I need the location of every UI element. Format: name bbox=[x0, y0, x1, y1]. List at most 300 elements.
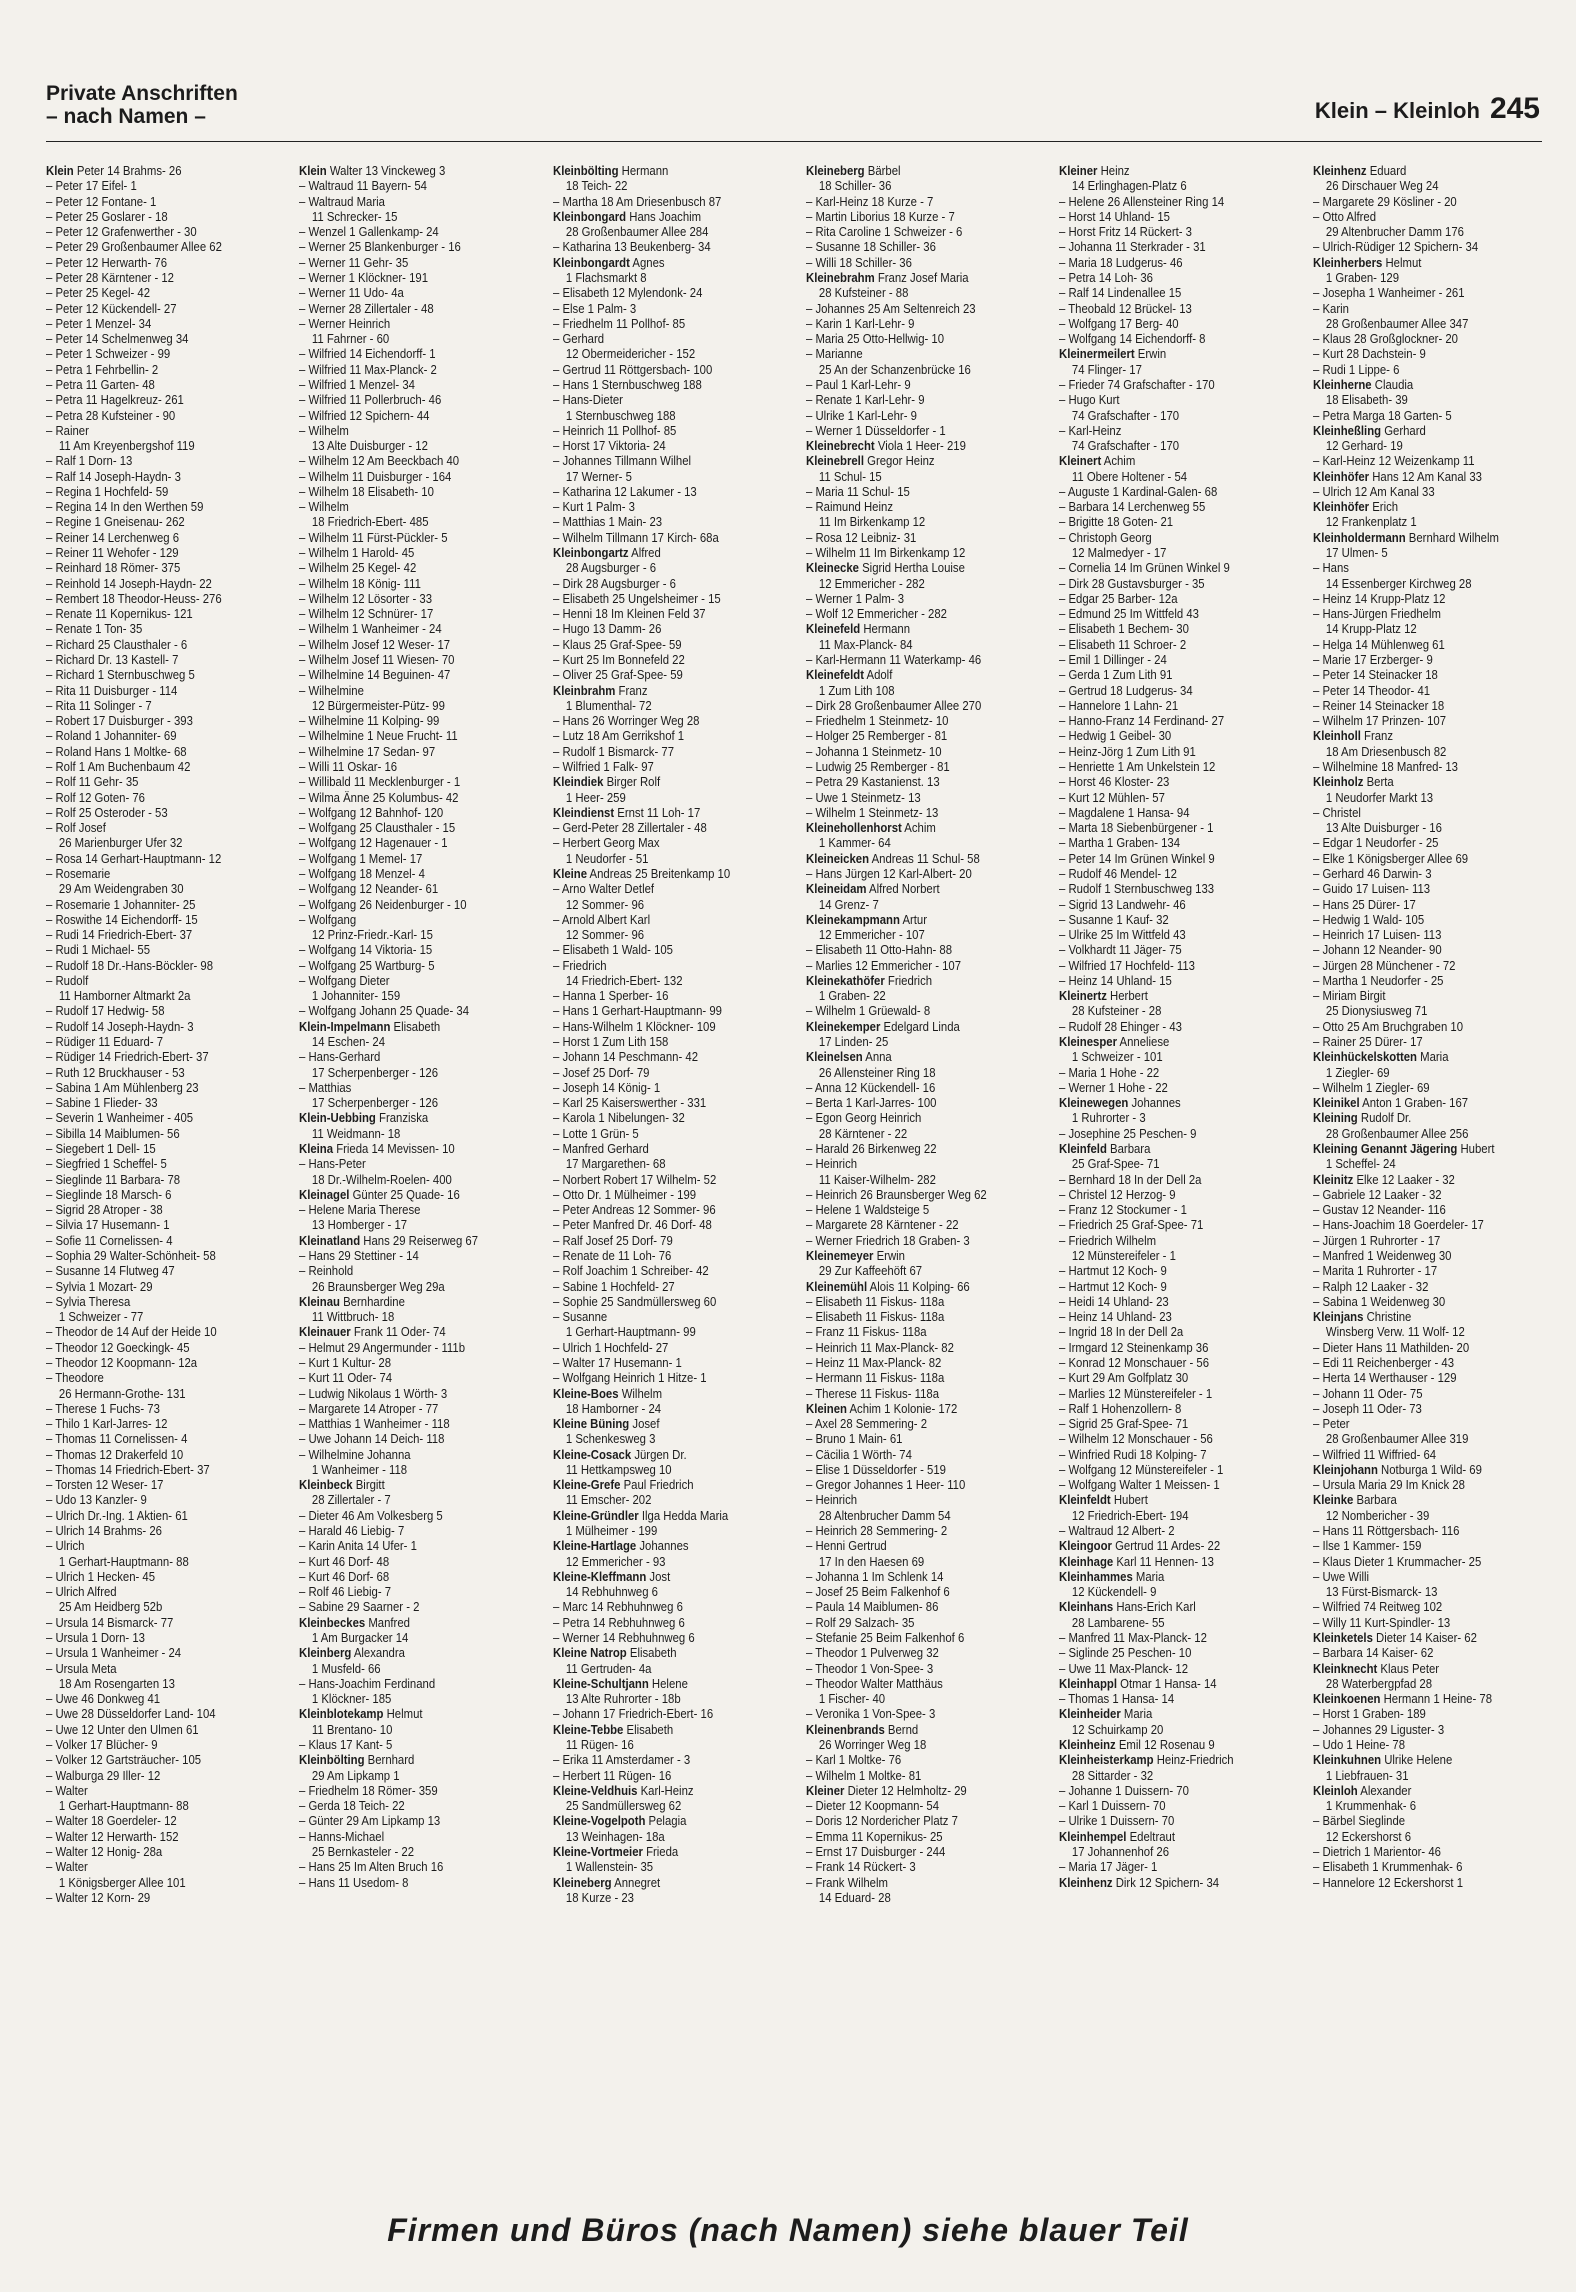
listing-entry bbox=[806, 1065, 1003, 1080]
listing-entry bbox=[299, 331, 496, 346]
listing-entry bbox=[553, 331, 750, 346]
listing-entry bbox=[806, 606, 1003, 621]
listing-entry bbox=[299, 1676, 496, 1691]
listing-entry bbox=[553, 942, 750, 957]
listing-entry bbox=[1059, 790, 1256, 805]
listing-entry bbox=[1313, 1599, 1510, 1614]
entry-text: – Reiner 14 Lerchenweg 6 bbox=[46, 529, 180, 545]
listing-entry bbox=[553, 392, 750, 407]
listing-entry bbox=[46, 423, 243, 438]
listing-entry bbox=[1059, 728, 1256, 743]
entry-text: 26 Allensteiner Ring 18 bbox=[818, 1064, 936, 1080]
name-range: Klein – Kleinloh bbox=[1314, 98, 1480, 123]
entry-text: Klaus Peter bbox=[1376, 1660, 1439, 1676]
listing-entry bbox=[1313, 194, 1510, 209]
listing-entry bbox=[1059, 851, 1256, 866]
surname: Kleinhempel bbox=[1059, 1828, 1127, 1844]
entry-text: – Karl-Hermann 11 Waterkamp- 46 bbox=[805, 652, 982, 667]
entry-text: 12 Sommer- 96 bbox=[565, 927, 644, 943]
surname: Kleinheinz bbox=[1059, 1736, 1117, 1752]
entry-text: 17 Ulmen- 5 bbox=[1325, 545, 1388, 561]
listing-entry bbox=[1059, 316, 1256, 331]
entry-text: – Petra 28 Kufsteiner - 90 bbox=[46, 407, 176, 423]
listing-entry bbox=[806, 499, 1003, 514]
entry-text: Winsberg Verw. 11 Wolf- 12 bbox=[1325, 1324, 1465, 1340]
listing-entry bbox=[299, 988, 496, 1003]
entry-text: – Bärbel Sieglinde bbox=[1312, 1813, 1405, 1829]
entry-text: – Roland Hans 1 Moltke- 68 bbox=[46, 743, 187, 759]
listing-entry bbox=[1313, 255, 1510, 270]
listing-entry bbox=[1313, 499, 1510, 514]
entry-text: – Hans-Gerhard bbox=[299, 1049, 381, 1065]
entry-text: 12 Sommer- 96 bbox=[565, 896, 644, 912]
entry-text: 18 Friedrich-Ebert- 485 bbox=[312, 514, 429, 530]
listing-entry bbox=[806, 790, 1003, 805]
entry-text: – Torsten 12 Weser- 17 bbox=[46, 1477, 164, 1493]
listing-entry bbox=[806, 209, 1003, 224]
listing-entry bbox=[553, 1034, 750, 1049]
listing-entry bbox=[299, 224, 496, 239]
listing-entry bbox=[299, 285, 496, 300]
surname: Kleinloh bbox=[1312, 1782, 1358, 1798]
listing-entry bbox=[299, 316, 496, 331]
listing-entry bbox=[46, 1202, 243, 1217]
entry-text: – Wilhelm 1 Moltke- 81 bbox=[805, 1767, 922, 1783]
entry-text: – Ursula Maria 29 Im Knick 28 bbox=[1312, 1477, 1465, 1493]
entry-text: – Rolf 25 Osteroder - 53 bbox=[46, 804, 168, 820]
listing-entry bbox=[806, 866, 1003, 881]
listing-entry bbox=[553, 1584, 750, 1599]
entry-text: – Frieder 74 Grafschafter - 170 bbox=[1059, 376, 1216, 392]
listing-entry bbox=[1059, 1630, 1256, 1645]
listing-entry bbox=[46, 362, 243, 377]
listing-entry bbox=[46, 790, 243, 805]
surname: Kleina bbox=[299, 1141, 334, 1156]
entry-text: 13 Homberger - 17 bbox=[312, 1217, 408, 1233]
listing-entry bbox=[299, 958, 496, 973]
listing-entry bbox=[46, 1691, 243, 1706]
entry-text: – Therese 1 Fuchs- 73 bbox=[46, 1400, 160, 1416]
listing-entry bbox=[46, 1049, 243, 1064]
entry-text: – Renate 1 Ton- 35 bbox=[46, 621, 143, 637]
listing-entry bbox=[1313, 1798, 1510, 1813]
entry-text: – Dieter 12 Koopmann- 54 bbox=[805, 1798, 940, 1814]
entry-text: – Peter 25 Goslarer - 18 bbox=[46, 208, 168, 224]
listing-entry bbox=[1059, 346, 1256, 361]
listing-entry bbox=[1059, 484, 1256, 499]
listing-entry bbox=[1059, 1554, 1256, 1569]
listing-entry bbox=[46, 178, 243, 193]
listing-entry bbox=[299, 392, 496, 407]
listing-entry bbox=[1313, 942, 1510, 957]
entry-text: 14 Essenberger Kirchweg 28 bbox=[1325, 575, 1472, 591]
listing-entry bbox=[553, 713, 750, 728]
entry-text: – Gerhard 46 Darwin- 3 bbox=[1312, 865, 1432, 881]
entry-text: 1 Fischer- 40 bbox=[818, 1691, 886, 1707]
entry-text: 1 Ruhrorter - 3 bbox=[1072, 1110, 1146, 1126]
listing-entry bbox=[1059, 1049, 1256, 1064]
entry-text: – Kurt 1 Palm- 3 bbox=[552, 499, 635, 515]
listing-entry bbox=[46, 1630, 243, 1645]
surname: Kleinitz bbox=[1312, 1171, 1353, 1187]
entry-text: – Hans 26 Worringer Weg 28 bbox=[552, 713, 700, 729]
entry-text: 1 Schenkesweg 3 bbox=[565, 1431, 656, 1447]
entry-text: – Helmut 29 Angermunder - 111b bbox=[299, 1339, 466, 1355]
listing-entry bbox=[1059, 1141, 1256, 1156]
entry-text: – Horst Fritz 14 Rückert- 3 bbox=[1059, 224, 1193, 240]
listing-entry bbox=[806, 851, 1003, 866]
entry-text: – Barbara 14 Lerchenweg 55 bbox=[1059, 499, 1206, 515]
listing-entry bbox=[46, 683, 243, 698]
listing-entry bbox=[1313, 1110, 1510, 1125]
entry-text: 1 Gerhart-Hauptmann- 88 bbox=[58, 1553, 189, 1569]
listing-entry bbox=[806, 652, 1003, 667]
entry-text: – Ilse 1 Kammer- 159 bbox=[1312, 1538, 1422, 1554]
surname: Kleinebrell bbox=[805, 453, 864, 469]
entry-text: – Rolf 1 Am Buchenbaum 42 bbox=[46, 758, 191, 774]
listing-entry bbox=[553, 255, 750, 270]
listing-entry bbox=[806, 1370, 1003, 1385]
entry-text: – Hanns-Michael bbox=[299, 1828, 385, 1844]
entry-text: Franz Josef Maria bbox=[874, 269, 969, 285]
listing-column bbox=[1059, 163, 1256, 2198]
entry-text: – Werner Heinrich bbox=[299, 315, 391, 331]
entry-text: – Hugo Kurt bbox=[1059, 392, 1120, 408]
entry-text: – Manfred Gerhard bbox=[552, 1141, 649, 1156]
listing-entry bbox=[1059, 1798, 1256, 1813]
listing-entry bbox=[299, 377, 496, 392]
listing-entry bbox=[806, 1233, 1003, 1248]
listing-entry bbox=[46, 1401, 243, 1416]
entry-text: – Manfred 11 Max-Planck- 12 bbox=[1059, 1630, 1208, 1645]
listing-entry bbox=[46, 1798, 243, 1813]
entry-text: Frieda bbox=[642, 1843, 678, 1859]
entry-text: 28 Großenbaumer Allee 284 bbox=[565, 224, 709, 240]
entry-text: – Wilhelm 1 Steinmetz- 13 bbox=[805, 804, 939, 820]
entry-text: – Johanna 1 Im Schlenk 14 bbox=[805, 1568, 944, 1584]
listing-entry bbox=[553, 912, 750, 927]
entry-text: 74 Grafschafter - 170 bbox=[1072, 407, 1180, 423]
entry-text: – Marita 1 Ruhrorter - 17 bbox=[1312, 1263, 1437, 1279]
entry-text: – Friedrich 25 Graf-Spee- 71 bbox=[1059, 1217, 1204, 1233]
listing-entry bbox=[553, 1890, 750, 1905]
entry-text: – Gerd-Peter 28 Zillertaler - 48 bbox=[552, 820, 707, 836]
entry-text: – Wilhelm 12 Monschauer - 56 bbox=[1059, 1431, 1214, 1447]
listing-entry bbox=[553, 209, 750, 224]
entry-text: – Gertrud 18 Ludgerus- 34 bbox=[1059, 682, 1193, 698]
entry-text: 18 Schiller- 36 bbox=[818, 178, 892, 194]
entry-text: Günter 25 Quade- 16 bbox=[349, 1186, 461, 1202]
listing-entry bbox=[1313, 667, 1510, 682]
listing-entry bbox=[46, 942, 243, 957]
listing-entry bbox=[46, 851, 243, 866]
listing-entry bbox=[299, 1187, 496, 1202]
surname: Kleinen bbox=[805, 1400, 847, 1416]
entry-text: – Uwe 11 Max-Planck- 12 bbox=[1059, 1660, 1189, 1676]
entry-text: 12 Emmericher - 93 bbox=[565, 1553, 666, 1569]
listing-entry bbox=[1313, 805, 1510, 820]
entry-text: – Klaus 17 Kant- 5 bbox=[299, 1736, 393, 1752]
listing-entry bbox=[1059, 1034, 1256, 1049]
entry-text: – Heinz 14 Uhland- 15 bbox=[1059, 972, 1173, 988]
entry-text: – Rolf Josef bbox=[46, 820, 106, 836]
listing-entry bbox=[806, 1003, 1003, 1018]
listing-entry bbox=[806, 1401, 1003, 1416]
listing-entry bbox=[806, 1599, 1003, 1614]
entry-text: Annegret bbox=[611, 1874, 660, 1890]
entry-text: 17 In den Haesen 69 bbox=[818, 1553, 925, 1569]
listing-entry bbox=[1313, 1049, 1510, 1064]
listing-entry bbox=[1313, 1462, 1510, 1477]
listing-entry bbox=[46, 285, 243, 300]
entry-text: – Ulrike 1 Duissern- 70 bbox=[1059, 1813, 1175, 1829]
listing-entry bbox=[553, 881, 750, 896]
listing-entry bbox=[806, 683, 1003, 698]
listing-entry bbox=[806, 973, 1003, 988]
entry-text: 11 Gertruden- 4a bbox=[565, 1660, 652, 1676]
listing-entry bbox=[1313, 1859, 1510, 1874]
entry-text: Otmar 1 Hansa- 14 bbox=[1117, 1675, 1217, 1691]
entry-text: – Elisabeth 1 Bechem- 30 bbox=[1059, 621, 1190, 637]
listing-entry bbox=[806, 1630, 1003, 1645]
listing-entry bbox=[806, 1126, 1003, 1141]
listing-entry bbox=[299, 1706, 496, 1721]
listing-entry bbox=[46, 1752, 243, 1767]
entry-text: 1 Johanniter- 159 bbox=[312, 988, 401, 1004]
entry-text: – Robert 17 Duisburger - 393 bbox=[46, 713, 193, 729]
listing-entry bbox=[806, 1492, 1003, 1507]
surname: Kleinefeldt bbox=[805, 667, 864, 683]
entry-text: – Peter 14 Theodor- 41 bbox=[1312, 682, 1430, 698]
entry-text: Achim bbox=[1101, 453, 1136, 469]
listing-entry bbox=[299, 1783, 496, 1798]
listing-entry bbox=[1313, 1233, 1510, 1248]
listing-entry bbox=[1313, 285, 1510, 300]
listing-entry bbox=[299, 790, 496, 805]
entry-text: – Else 1 Palm- 3 bbox=[552, 300, 636, 316]
listing-entry bbox=[806, 224, 1003, 239]
listing-entry bbox=[806, 774, 1003, 789]
listing-entry bbox=[46, 1462, 243, 1477]
listing-entry bbox=[46, 1248, 243, 1263]
entry-text: Gerhard bbox=[1380, 422, 1426, 438]
listing-entry bbox=[46, 912, 243, 927]
entry-text: – Herbert 11 Rügen- 16 bbox=[552, 1767, 671, 1783]
entry-text: 13 Weinhagen- 18a bbox=[565, 1828, 665, 1844]
entry-text: – Theodor de 14 Auf der Heide 10 bbox=[46, 1324, 217, 1340]
listing-entry bbox=[1059, 1722, 1256, 1737]
surname: Kleine Natrop bbox=[552, 1645, 627, 1661]
entry-text: – Hans-Joachim 18 Goerdeler- 17 bbox=[1312, 1217, 1484, 1233]
entry-text: – Elisabeth 1 Wald- 105 bbox=[552, 942, 673, 958]
entry-text: – Hans-Jürgen Friedhelm bbox=[1312, 606, 1441, 622]
listing-entry bbox=[299, 1340, 496, 1355]
surname: Kleine-Vortmeier bbox=[552, 1843, 643, 1859]
entry-text: – Gabriele 12 Laaker - 32 bbox=[1312, 1186, 1442, 1202]
listing-entry bbox=[46, 1615, 243, 1630]
listing-entry bbox=[1059, 897, 1256, 912]
entry-text: – Wilhelm Josef 11 Wiesen- 70 bbox=[299, 652, 455, 667]
surname: Kleinketels bbox=[1312, 1630, 1373, 1645]
entry-text: – Martha 1 Neudorfer - 25 bbox=[1312, 972, 1444, 988]
entry-text: – Sigrid 25 Graf-Spee- 71 bbox=[1059, 1416, 1189, 1432]
listing-entry bbox=[553, 790, 750, 805]
listing-entry bbox=[1059, 973, 1256, 988]
entry-text: Elke 12 Laaker - 32 bbox=[1352, 1171, 1455, 1187]
listing-entry bbox=[806, 408, 1003, 423]
listing-entry bbox=[1059, 1737, 1256, 1752]
listing-entry bbox=[1059, 683, 1256, 698]
listing-entry bbox=[299, 1431, 496, 1446]
surname: Kleinbeck bbox=[299, 1477, 353, 1493]
listing-entry bbox=[806, 239, 1003, 254]
entry-text: – Hannelore 1 Lahn- 21 bbox=[1059, 697, 1179, 713]
entry-text: – Hans-Peter bbox=[299, 1156, 367, 1172]
entry-text: – Reiner 11 Wehofer - 129 bbox=[46, 545, 179, 561]
entry-text: – Doris 12 Nordericher Platz 7 bbox=[805, 1813, 958, 1829]
entry-text: – Elisabeth 11 Fiskus- 118a bbox=[805, 1309, 945, 1325]
listing-entry bbox=[553, 1737, 750, 1752]
listing-entry bbox=[46, 1706, 243, 1721]
listing-entry bbox=[553, 453, 750, 468]
listing-entry bbox=[1059, 1003, 1256, 1018]
entry-text: Hans-Erich Karl bbox=[1113, 1599, 1197, 1615]
listing-entry bbox=[46, 560, 243, 575]
entry-text: – Walter 18 Goerdeler- 12 bbox=[46, 1813, 177, 1829]
entry-text: – Reinhold 14 Joseph-Haydn- 22 bbox=[46, 575, 212, 591]
entry-text: 1 Neudorfer Markt 13 bbox=[1325, 789, 1433, 805]
listing-entry bbox=[553, 744, 750, 759]
listing-entry bbox=[1059, 1768, 1256, 1783]
entry-text: 18 Dr.-Wilhelm-Roelen- 400 bbox=[312, 1171, 453, 1187]
entry-text: Johannes bbox=[1128, 1095, 1181, 1111]
listing-entry bbox=[1059, 194, 1256, 209]
listing-entry bbox=[1313, 744, 1510, 759]
entry-text: – Horst 1 Graben- 189 bbox=[1312, 1706, 1426, 1722]
surname: Kleinkoenen bbox=[1312, 1691, 1381, 1707]
listing-entry bbox=[1313, 1187, 1510, 1202]
entry-text: – Gustav 12 Neander- 116 bbox=[1312, 1202, 1446, 1218]
listing-entry bbox=[806, 1034, 1003, 1049]
listing-entry bbox=[553, 1355, 750, 1370]
entry-text: – Sabina 1 Weidenweg 30 bbox=[1312, 1293, 1445, 1309]
entry-text: – Maria 18 Ludgerus- 46 bbox=[1059, 254, 1183, 270]
listing-entry bbox=[46, 667, 243, 682]
page-number: 245 bbox=[1489, 92, 1540, 125]
listing-entry bbox=[806, 1324, 1003, 1339]
listing-entry bbox=[46, 1554, 243, 1569]
listing-entry bbox=[299, 1630, 496, 1645]
listing-entry bbox=[553, 514, 750, 529]
listing-entry bbox=[806, 255, 1003, 270]
entry-text: – Oliver 25 Graf-Spee- 59 bbox=[552, 667, 683, 683]
entry-text: – Rudolf 28 Ehinger - 43 bbox=[1059, 1018, 1183, 1034]
entry-text: – Wolfgang 25 Wartburg- 5 bbox=[299, 957, 435, 973]
listing-entry bbox=[1313, 346, 1510, 361]
entry-text: – Arnold Albert Karl bbox=[552, 911, 650, 927]
entry-text: – Josef 25 Beim Falkenhof 6 bbox=[805, 1584, 950, 1600]
entry-text: – Kurt 12 Mühlen- 57 bbox=[1059, 789, 1166, 805]
entry-text: 12 Eckershorst 6 bbox=[1325, 1828, 1411, 1844]
listing-entry bbox=[1059, 1156, 1256, 1171]
entry-text: – Karl 25 Kaiserswerther - 331 bbox=[552, 1095, 706, 1111]
entry-text: – Harald 46 Liebig- 7 bbox=[299, 1523, 405, 1539]
entry-text: – Roswithe 14 Eichendorff- 15 bbox=[46, 911, 198, 927]
listing-entry bbox=[299, 652, 496, 667]
entry-text: – Willibald 11 Mecklenburger - 1 bbox=[299, 774, 461, 790]
listing-entry bbox=[299, 499, 496, 514]
listing-entry bbox=[806, 1829, 1003, 1844]
entry-text: Ernst 11 Loh- 17 bbox=[613, 804, 700, 820]
entry-text: – Petra Marga 18 Garten- 5 bbox=[1312, 407, 1452, 423]
entry-text: – Thomas 1 Hansa- 14 bbox=[1059, 1691, 1175, 1707]
listing-entry bbox=[553, 683, 750, 698]
entry-text: – Rudolf 18 Dr.-Hans-Böckler- 98 bbox=[46, 957, 214, 973]
entry-text: 1 Liebfrauen- 31 bbox=[1325, 1767, 1409, 1783]
listing-entry bbox=[553, 1462, 750, 1477]
entry-text: – Peter 1 Menzel- 34 bbox=[46, 315, 152, 331]
entry-text: Berta bbox=[1363, 774, 1394, 790]
listing-entry bbox=[299, 1813, 496, 1828]
listing-entry bbox=[806, 1890, 1003, 1905]
listing-entry bbox=[1313, 545, 1510, 560]
surname: Klein bbox=[299, 163, 328, 178]
surname: Kleine-Hartlage bbox=[552, 1538, 636, 1554]
entry-text: – Kurt 46 Dorf- 48 bbox=[299, 1553, 390, 1569]
entry-text: – Willi 18 Schiller- 36 bbox=[805, 254, 912, 270]
entry-text: 11 Kaiser-Wilhelm- 282 bbox=[818, 1171, 936, 1187]
listing-entry bbox=[1059, 942, 1256, 957]
entry-text: – Wolfgang 12 Neander- 61 bbox=[299, 881, 439, 897]
entry-text: – Werner Friedrich 18 Graben- 3 bbox=[805, 1232, 970, 1248]
entry-text: – Wilhelm bbox=[299, 422, 350, 438]
surname: Kleinbrahm bbox=[552, 682, 616, 698]
entry-text: – Wilhelm 18 Elisabeth- 10 bbox=[299, 483, 435, 499]
entry-text: – Wilhelm Josef 12 Weser- 17 bbox=[299, 636, 451, 652]
listing-entry bbox=[806, 942, 1003, 957]
listing-entry bbox=[553, 1492, 750, 1507]
listing-entry bbox=[299, 1752, 496, 1767]
entry-text: 1 Graben- 129 bbox=[1325, 269, 1399, 285]
listing-entry bbox=[806, 331, 1003, 346]
entry-text: – Karl-Heinz bbox=[1059, 422, 1122, 438]
listing-entry bbox=[553, 301, 750, 316]
surname: Kleinauer bbox=[299, 1324, 352, 1340]
listing-entry bbox=[806, 1416, 1003, 1431]
entry-text: – Peter 1 Schweizer - 99 bbox=[46, 346, 171, 362]
entry-text: – Johanne 1 Duissern- 70 bbox=[1059, 1782, 1190, 1798]
entry-text: – Ulrich 14 Brahms- 26 bbox=[46, 1523, 162, 1539]
entry-text: – Sigrid 13 Landwehr- 46 bbox=[1059, 896, 1187, 912]
entry-text: – Wilhelmine 11 Kolping- 99 bbox=[299, 713, 440, 729]
listing-entry bbox=[553, 820, 750, 835]
entry-text: – Helene Maria Therese bbox=[299, 1202, 421, 1218]
listing-entry bbox=[806, 728, 1003, 743]
listing-entry bbox=[1059, 1065, 1256, 1080]
entry-text: – Waltraud Maria bbox=[299, 193, 386, 209]
listing-entry bbox=[1313, 530, 1510, 545]
listing-entry bbox=[806, 346, 1003, 361]
listing-entry bbox=[299, 1844, 496, 1859]
listing-entry bbox=[299, 1019, 496, 1034]
entry-text: Helmut bbox=[383, 1706, 423, 1722]
surname: Kleinbongartz bbox=[552, 545, 629, 561]
entry-text: – Dietrich 1 Marientor- 46 bbox=[1312, 1843, 1441, 1859]
entry-text: 28 Altenbrucher Damm 54 bbox=[818, 1507, 951, 1523]
entry-text: – Wilma Änne 25 Kolumbus- 42 bbox=[299, 789, 459, 805]
entry-text: – Sabine 29 Saarner - 2 bbox=[299, 1599, 420, 1615]
listing-entry bbox=[1059, 530, 1256, 545]
